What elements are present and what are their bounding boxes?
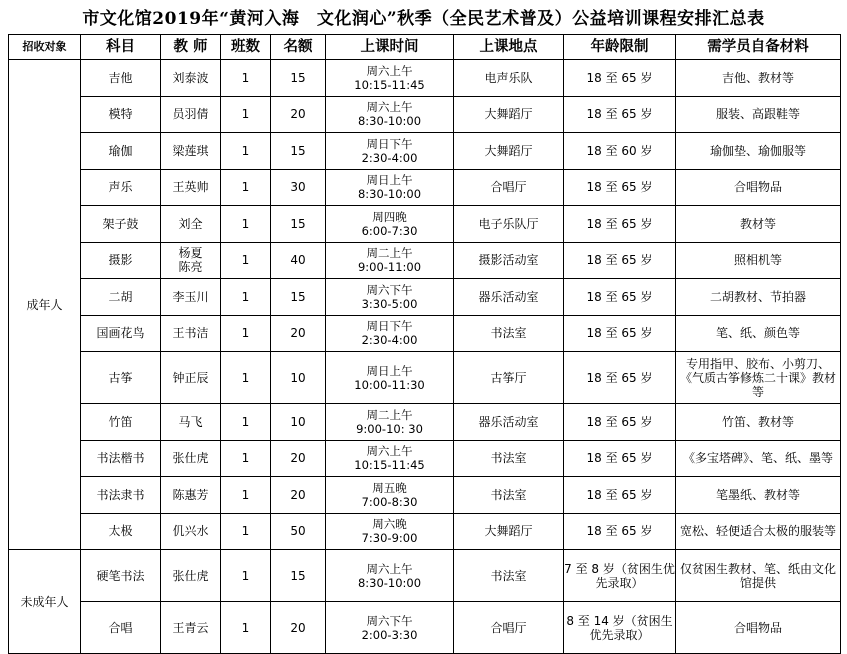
cell-teacher: 张仕虎	[161, 440, 221, 477]
time-range: 6:00-7:30	[361, 223, 418, 238]
time-day: 周六上午	[366, 100, 413, 115]
cell-quota: 15	[271, 550, 326, 602]
time-day: 周二上午	[366, 246, 413, 261]
header-row	[9, 35, 841, 60]
time-day: 周日上午	[366, 173, 413, 188]
header-time: 上课时间	[326, 35, 454, 60]
cell-quota: 10	[271, 352, 326, 404]
table-row	[9, 315, 841, 352]
time-day: 周日下午	[366, 319, 413, 334]
cell-time	[326, 96, 454, 133]
time-day: 周日上午	[366, 363, 413, 378]
cell-materials: 合唱物品	[676, 169, 841, 206]
cell-materials: 仅贫困生教材、笔、纸由文化馆提供	[676, 550, 841, 602]
page-title: 市文化馆2019年“黄河入海 文化润心”秋季（全民艺术普及）公益培训课程安排汇总表	[82, 9, 765, 29]
cell-materials: 照相机等	[676, 242, 841, 279]
table-row	[9, 279, 841, 316]
cell-teacher: 刘泰波	[161, 60, 221, 97]
table-row	[9, 352, 841, 404]
cell-time	[326, 279, 454, 316]
cell-age: 18 至 65 岁	[564, 440, 676, 477]
cell-subject: 架子鼓	[81, 206, 161, 243]
cell-subject: 硬笔书法	[81, 550, 161, 602]
table-row	[9, 513, 841, 550]
time-range: 7:30-9:00	[361, 531, 418, 546]
cell-age: 18 至 65 岁	[564, 169, 676, 206]
cell-subject: 书法隶书	[81, 477, 161, 514]
cell-materials: 瑜伽垫、瑜伽服等	[676, 133, 841, 170]
table-body	[9, 60, 841, 654]
time-range: 10:15-11:45	[354, 458, 425, 473]
cell-classes: 1	[221, 513, 271, 550]
cell-subject: 国画花鸟	[81, 315, 161, 352]
cell-teacher: 王书洁	[161, 315, 221, 352]
header-teacher: 教 师	[161, 35, 221, 60]
cell-quota: 50	[271, 513, 326, 550]
header-subject: 科目	[81, 35, 161, 60]
cell-classes: 1	[221, 404, 271, 441]
group-adult: 成年人	[9, 60, 81, 550]
cell-place: 器乐活动室	[454, 279, 564, 316]
cell-time	[326, 550, 454, 602]
cell-materials: 吉他、教材等	[676, 60, 841, 97]
cell-materials: 笔、纸、颜色等	[676, 315, 841, 352]
cell-teacher: 刘全	[161, 206, 221, 243]
table-row	[9, 133, 841, 170]
header-quota: 名额	[271, 35, 326, 60]
cell-teacher: 梁莲琪	[161, 133, 221, 170]
cell-place: 电声乐队	[454, 60, 564, 97]
time-range: 2:30-4:00	[361, 333, 418, 348]
time-range: 7:00-8:30	[361, 494, 418, 509]
table-row	[9, 96, 841, 133]
cell-place: 书法室	[454, 315, 564, 352]
cell-classes: 1	[221, 352, 271, 404]
cell-time	[326, 513, 454, 550]
cell-quota: 20	[271, 602, 326, 654]
cell-subject: 合唱	[81, 602, 161, 654]
cell-classes: 1	[221, 96, 271, 133]
cell-teacher: 杨夏 陈亮	[161, 242, 221, 279]
cell-classes: 1	[221, 279, 271, 316]
cell-teacher: 张仕虎	[161, 550, 221, 602]
cell-quota: 15	[271, 206, 326, 243]
cell-age: 18 至 65 岁	[564, 513, 676, 550]
cell-subject: 吉他	[81, 60, 161, 97]
cell-classes: 1	[221, 477, 271, 514]
time-day: 周日下午	[366, 136, 413, 151]
cell-age: 7 至 8 岁（贫困生优先录取）	[564, 550, 676, 602]
cell-classes: 1	[221, 602, 271, 654]
header-materials: 需学员自备材料	[676, 35, 841, 60]
cell-time	[326, 404, 454, 441]
cell-materials: 合唱物品	[676, 602, 841, 654]
cell-teacher: 员羽倩	[161, 96, 221, 133]
time-range: 9:00-10: 30	[356, 421, 423, 436]
cell-place: 器乐活动室	[454, 404, 564, 441]
table-row	[9, 242, 841, 279]
cell-time	[326, 206, 454, 243]
time-range: 3:30-5:00	[361, 296, 418, 311]
cell-age: 18 至 65 岁	[564, 477, 676, 514]
cell-materials: 笔墨纸、教材等	[676, 477, 841, 514]
cell-place: 摄影活动室	[454, 242, 564, 279]
time-range: 2:00-3:30	[361, 627, 418, 642]
cell-classes: 1	[221, 315, 271, 352]
header-place: 上课地点	[454, 35, 564, 60]
cell-classes: 1	[221, 440, 271, 477]
cell-classes: 1	[221, 169, 271, 206]
time-range: 8:30-10:00	[357, 114, 422, 129]
cell-teacher: 仉兴水	[161, 513, 221, 550]
time-day: 周六下午	[366, 613, 413, 628]
cell-subject: 声乐	[81, 169, 161, 206]
table-row	[9, 440, 841, 477]
time-day: 周六晚	[372, 517, 407, 532]
cell-teacher: 钟正辰	[161, 352, 221, 404]
cell-time	[326, 602, 454, 654]
cell-materials: 教材等	[676, 206, 841, 243]
cell-time	[326, 315, 454, 352]
cell-place: 古筝厅	[454, 352, 564, 404]
table-row	[9, 169, 841, 206]
cell-age: 18 至 60 岁	[564, 133, 676, 170]
cell-materials: 宽松、轻便适合太极的服装等	[676, 513, 841, 550]
cell-age: 18 至 65 岁	[564, 96, 676, 133]
cell-materials: 《多宝塔碑》、笔、纸、墨等	[676, 440, 841, 477]
time-range: 10:15-11:45	[354, 77, 425, 92]
cell-subject: 瑜伽	[81, 133, 161, 170]
cell-age: 18 至 65 岁	[564, 279, 676, 316]
cell-age: 18 至 65 岁	[564, 315, 676, 352]
cell-quota: 20	[271, 440, 326, 477]
cell-subject: 二胡	[81, 279, 161, 316]
cell-time	[326, 133, 454, 170]
cell-time	[326, 352, 454, 404]
cell-materials: 二胡教材、节拍器	[676, 279, 841, 316]
cell-teacher: 马飞	[161, 404, 221, 441]
time-day: 周四晚	[372, 209, 407, 224]
header-target: 招收对象	[9, 35, 81, 60]
cell-subject: 模特	[81, 96, 161, 133]
time-day: 周六上午	[366, 63, 413, 78]
cell-time	[326, 477, 454, 514]
cell-materials: 专用指甲、胶布、小剪刀、《气质古筝修炼二十课》教材等	[676, 352, 841, 404]
time-day: 周六上午	[366, 444, 413, 459]
cell-quota: 20	[271, 477, 326, 514]
cell-time	[326, 169, 454, 206]
cell-teacher: 王青云	[161, 602, 221, 654]
cell-teacher: 王英帅	[161, 169, 221, 206]
cell-classes: 1	[221, 206, 271, 243]
cell-classes: 1	[221, 133, 271, 170]
cell-place: 大舞蹈厅	[454, 133, 564, 170]
header-age: 年龄限制	[564, 35, 676, 60]
cell-subject: 竹笛	[81, 404, 161, 441]
time-day: 周六上午	[366, 561, 413, 576]
time-range: 8:30-10:00	[357, 187, 422, 202]
header-classes: 班数	[221, 35, 271, 60]
time-day: 周六下午	[366, 282, 413, 297]
cell-subject: 摄影	[81, 242, 161, 279]
cell-classes: 1	[221, 242, 271, 279]
cell-quota: 10	[271, 404, 326, 441]
table-row	[9, 404, 841, 441]
cell-place: 合唱厅	[454, 602, 564, 654]
cell-quota: 15	[271, 60, 326, 97]
cell-age: 18 至 65 岁	[564, 404, 676, 441]
table-row	[9, 602, 841, 654]
cell-quota: 15	[271, 133, 326, 170]
cell-quota: 30	[271, 169, 326, 206]
cell-quota: 20	[271, 96, 326, 133]
cell-subject: 太极	[81, 513, 161, 550]
cell-subject: 古筝	[81, 352, 161, 404]
cell-time	[326, 60, 454, 97]
cell-age: 18 至 65 岁	[564, 352, 676, 404]
cell-age: 18 至 65 岁	[564, 206, 676, 243]
cell-subject: 书法楷书	[81, 440, 161, 477]
cell-place: 电子乐队厅	[454, 206, 564, 243]
time-range: 2:30-4:00	[361, 150, 418, 165]
table-row	[9, 60, 841, 97]
table-row	[9, 550, 841, 602]
cell-teacher: 陈惠芳	[161, 477, 221, 514]
cell-place: 书法室	[454, 477, 564, 514]
course-schedule-table	[8, 34, 841, 654]
cell-place: 书法室	[454, 550, 564, 602]
cell-age: 8 至 14 岁（贫困生优先录取）	[564, 602, 676, 654]
cell-place: 书法室	[454, 440, 564, 477]
cell-quota: 40	[271, 242, 326, 279]
time-range: 10:00-11:30	[354, 377, 425, 392]
cell-classes: 1	[221, 60, 271, 97]
cell-quota: 15	[271, 279, 326, 316]
time-range: 8:30-10:00	[357, 575, 422, 590]
table-row	[9, 206, 841, 243]
cell-time	[326, 440, 454, 477]
cell-materials: 服装、高跟鞋等	[676, 96, 841, 133]
cell-materials: 竹笛、教材等	[676, 404, 841, 441]
time-day: 周五晚	[372, 480, 407, 495]
table-row	[9, 477, 841, 514]
cell-classes: 1	[221, 550, 271, 602]
time-day: 周二上午	[366, 407, 413, 422]
group-minor: 未成年人	[9, 550, 81, 654]
time-range: 9:00-11:00	[357, 260, 422, 275]
cell-teacher: 李玉川	[161, 279, 221, 316]
cell-time	[326, 242, 454, 279]
cell-age: 18 至 65 岁	[564, 242, 676, 279]
cell-place: 大舞蹈厅	[454, 513, 564, 550]
cell-age: 18 至 65 岁	[564, 60, 676, 97]
cell-quota: 20	[271, 315, 326, 352]
cell-place: 大舞蹈厅	[454, 96, 564, 133]
cell-place: 合唱厅	[454, 169, 564, 206]
